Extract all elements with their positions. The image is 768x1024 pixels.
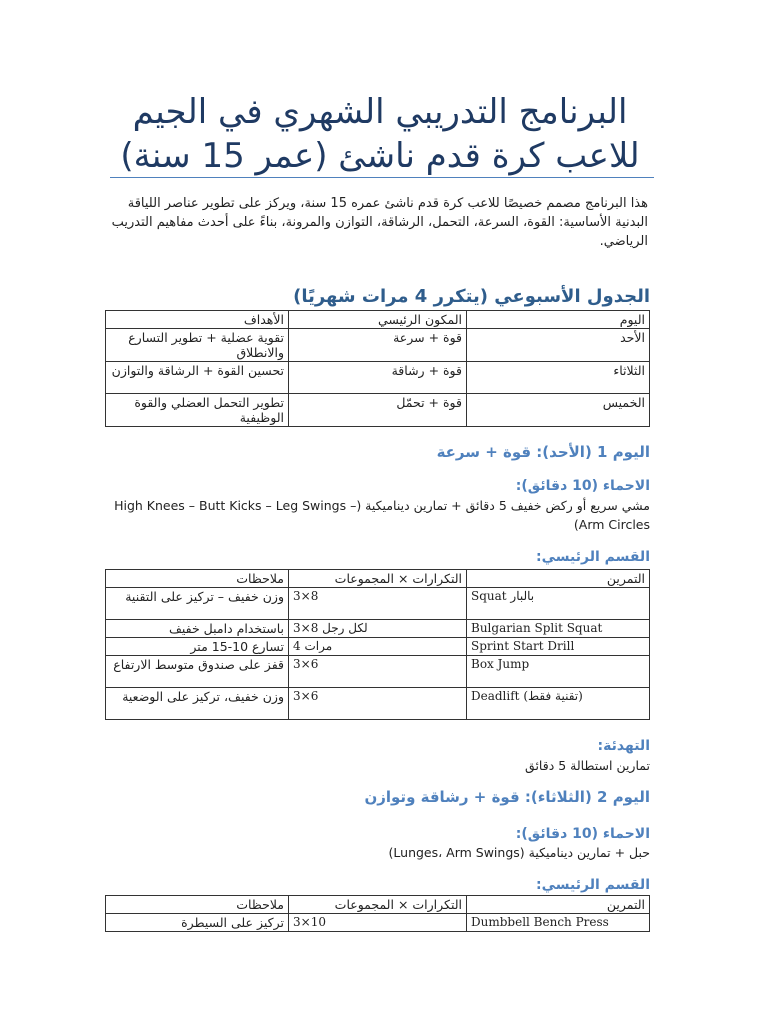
table-cell: وزن خفيف – تركيز على التقنية	[106, 588, 289, 620]
header-cell: المكون الرئيسي	[289, 311, 467, 329]
table-row	[106, 638, 650, 656]
day2-warmup-heading: الاحماء (10 دقائق):	[515, 826, 650, 842]
table-cell: تركيز على السيطرة	[106, 914, 289, 932]
weekly-schedule-table	[105, 310, 650, 427]
document-title	[100, 90, 660, 178]
header-cell: ملاحظات	[106, 896, 289, 914]
table-cell: تسارع 10-15 متر	[106, 638, 289, 656]
table-cell: 3×8	[289, 588, 467, 620]
table-row	[106, 588, 650, 620]
day1-exercise-table	[105, 569, 650, 720]
table-row	[106, 329, 650, 362]
table-cell: وزن خفيف، تركيز على الوضعية	[106, 688, 289, 720]
day1-warmup-text: مشي سريع أو ركض خفيف 5 دقائق + تمارين ديناميكية (High Knees – Butt Kicks – Leg Swings – Arm Circles)	[114, 498, 650, 532]
table-cell: 4 مرات	[289, 638, 467, 656]
table-row	[106, 688, 650, 720]
table-cell: قوة + تحمّل	[289, 394, 467, 427]
table-cell: 3×6	[289, 688, 467, 720]
header-cell: ملاحظات	[106, 570, 289, 588]
table-cell: 3×8 لكل رجل	[289, 620, 467, 638]
day2-warmup-text: حبل + تمارين ديناميكية (Lunges، Arm Swings)	[388, 845, 650, 860]
title-line-2: للاعب كرة قدم ناشئ (عمر 15 سنة)	[120, 136, 640, 176]
table-cell: 3×10	[289, 914, 467, 932]
table-cell: تطوير التحمل العضلي والقوة الوظيفية	[106, 394, 289, 427]
title-line-1: البرنامج التدريبي الشهري في الجيم	[132, 92, 628, 132]
day2-heading: اليوم 2 (الثلاثاء): قوة + رشاقة وتوازن	[364, 788, 650, 806]
table-cell: Deadlift (تقنية فقط)	[467, 688, 650, 720]
header-cell: الأهداف	[106, 311, 289, 329]
day1-heading: اليوم 1 (الأحد): قوة + سرعة	[436, 443, 650, 461]
table-cell: قفز على صندوق متوسط الارتفاع	[106, 656, 289, 688]
table-row	[106, 656, 650, 688]
table-header-row	[106, 311, 650, 329]
table-cell: الأحد	[467, 329, 650, 362]
table-row	[106, 914, 650, 932]
table-row	[106, 620, 650, 638]
day2-exercise-table	[105, 895, 650, 932]
header-cell: التمرين	[467, 896, 650, 914]
day1-main-heading: القسم الرئيسي:	[536, 549, 650, 565]
table-cell: 3×6	[289, 656, 467, 688]
table-cell: قوة + سرعة	[289, 329, 467, 362]
table-cell: باستخدام دامبل خفيف	[106, 620, 289, 638]
day1-warmup-heading: الاحماء (10 دقائق):	[515, 478, 650, 494]
intro-paragraph: هذا البرنامج مصمم خصيصًا للاعب كرة قدم ناشئ عمره 15 سنة، ويركز على تطوير عناصر اللياقة البدنية الأساسية: القوة، السرعة، التحمل، الرشاقة، التوازن والمرونة، بناءً على أحدث مفاهيم التدريب الرياضي.	[111, 196, 648, 249]
table-cell: تقوية عضلية + تطوير التسارع والانطلاق	[106, 329, 289, 362]
table-cell: Dumbbell Bench Press	[467, 914, 650, 932]
table-cell: Sprint Start Drill	[467, 638, 650, 656]
header-cell: التكرارات × المجموعات	[289, 570, 467, 588]
table-cell: الخميس	[467, 394, 650, 427]
table-row	[106, 362, 650, 394]
header-cell: التمرين	[467, 570, 650, 588]
title-divider	[110, 177, 654, 178]
table-cell: Squat بالبار	[467, 588, 650, 620]
table-cell: Box Jump	[467, 656, 650, 688]
table-header-row	[106, 896, 650, 914]
day1-cooldown-heading: التهدئة:	[597, 738, 650, 754]
table-cell: الثلاثاء	[467, 362, 650, 394]
day2-main-heading: القسم الرئيسي:	[536, 877, 650, 893]
table-cell: Bulgarian Split Squat	[467, 620, 650, 638]
weekly-schedule-heading: الجدول الأسبوعي (يتكرر 4 مرات شهريًا)	[293, 286, 650, 307]
header-cell: التكرارات × المجموعات	[289, 896, 467, 914]
day1-cooldown-text: تمارين استطالة 5 دقائق	[525, 758, 650, 773]
table-cell: تحسين القوة + الرشاقة والتوازن	[106, 362, 289, 394]
table-row	[106, 394, 650, 427]
table-header-row	[106, 570, 650, 588]
table-cell: قوة + رشاقة	[289, 362, 467, 394]
header-cell: اليوم	[467, 311, 650, 329]
